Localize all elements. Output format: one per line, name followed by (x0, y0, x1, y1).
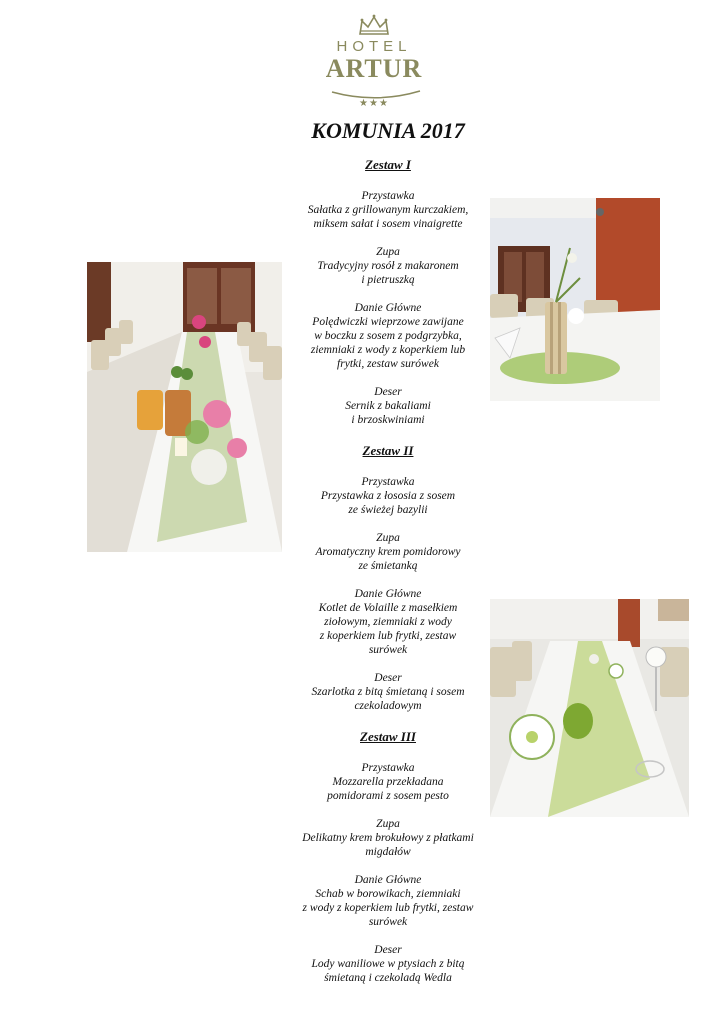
course-description-line: surówek (368, 644, 408, 656)
course-description-line: i brzoskwiniami (351, 414, 425, 426)
course (270, 245, 506, 287)
set-title: Zestaw II (362, 443, 414, 458)
course-description-line: Sałatka z grillowanym kurczakiem, (307, 204, 469, 216)
course-name: Przystawka (361, 762, 415, 774)
course-name: Zupa (376, 532, 400, 544)
course-description-line: ziemniaki z wody z koperkiem lub (310, 344, 466, 356)
course (270, 943, 506, 985)
course (270, 531, 506, 573)
logo-name-text: ARTUR (325, 54, 423, 83)
course (270, 475, 506, 517)
course-name: Deser (374, 672, 402, 684)
course-description-line: migdałów (365, 846, 411, 858)
course (270, 587, 506, 657)
course-description-line: Sernik z bakaliami (345, 400, 431, 412)
menu-set (270, 730, 506, 985)
course-description-line: śmietaną i czekoladą Wedla (324, 972, 452, 984)
course-description-line: Lody waniliowe w ptysiach z bitą (311, 958, 465, 970)
course-description-line: pomidorami z sosem pesto (327, 790, 449, 802)
course-description-line: Kotlet de Volaille z masełkiem (318, 602, 458, 614)
course-description-line: Przystawka z łososia z sosem (320, 490, 456, 502)
course-description-line: frytki, zestaw surówek (337, 358, 439, 370)
course-description-line: czekoladowym (354, 700, 422, 712)
menu-set (270, 444, 506, 713)
course-description-line: ze świeżej bazylii (348, 504, 428, 516)
course-description-line: Mozzarella przekładana (332, 776, 444, 788)
course-description-line: ze śmietanką (358, 560, 418, 572)
page-title: KOMUNIA 2017 (311, 118, 465, 143)
banquet-table-photo (87, 262, 282, 552)
logo-hotel-text: HOTEL (336, 38, 412, 55)
course-description-line: w boczku z sosem z podgrzybka, (314, 330, 462, 342)
course-description-line: Schab w borowikach, ziemniaki (315, 888, 461, 900)
course-description-line: ziołowym, ziemniaki z wody (324, 616, 452, 628)
course (270, 761, 506, 803)
course (270, 189, 506, 231)
course-name: Przystawka (361, 190, 415, 202)
menu-column (270, 158, 506, 1002)
course-name: Danie Główne (354, 588, 422, 600)
course-name: Zupa (376, 246, 400, 258)
menu-set (270, 158, 506, 427)
course-description-line: Tradycyjny rosół z makaronem (317, 260, 459, 272)
course (270, 817, 506, 859)
course-name: Przystawka (361, 476, 415, 488)
course-description-line: i pietruszką (361, 274, 415, 286)
course (270, 873, 506, 929)
course-name: Zupa (376, 818, 400, 830)
course (270, 301, 506, 371)
logo-stars: ★★★ (359, 98, 389, 109)
course-description-line: Delikatny krem brokułowy z płatkami (302, 832, 474, 844)
course-description-line: z wody z koperkiem lub frytki, zestaw (302, 902, 474, 914)
course-description-line: Szarlotka z bitą śmietaną i sosem (311, 686, 465, 698)
course (270, 385, 506, 427)
table-runner-photo (490, 599, 689, 817)
course-description-line: miksem sałat i sosem vinaigrette (313, 218, 463, 230)
course (270, 671, 506, 713)
course-name: Danie Główne (354, 302, 422, 314)
set-title: Zestaw III (360, 729, 416, 744)
centerpiece-photo (490, 198, 660, 401)
course-description-line: Polędwiczki wieprzowe zawijane (312, 316, 464, 328)
course-name: Danie Główne (354, 874, 422, 886)
course-description-line: Aromatyczny krem pomidorowy (315, 546, 461, 558)
course-name: Deser (374, 944, 402, 956)
course-description-line: surówek (368, 916, 408, 928)
crown-icon (358, 14, 390, 36)
set-title: Zestaw I (365, 157, 411, 172)
course-name: Deser (374, 386, 402, 398)
hotel-logo (312, 14, 436, 110)
course-description-line: z koperkiem lub frytki, zestaw (319, 630, 457, 642)
